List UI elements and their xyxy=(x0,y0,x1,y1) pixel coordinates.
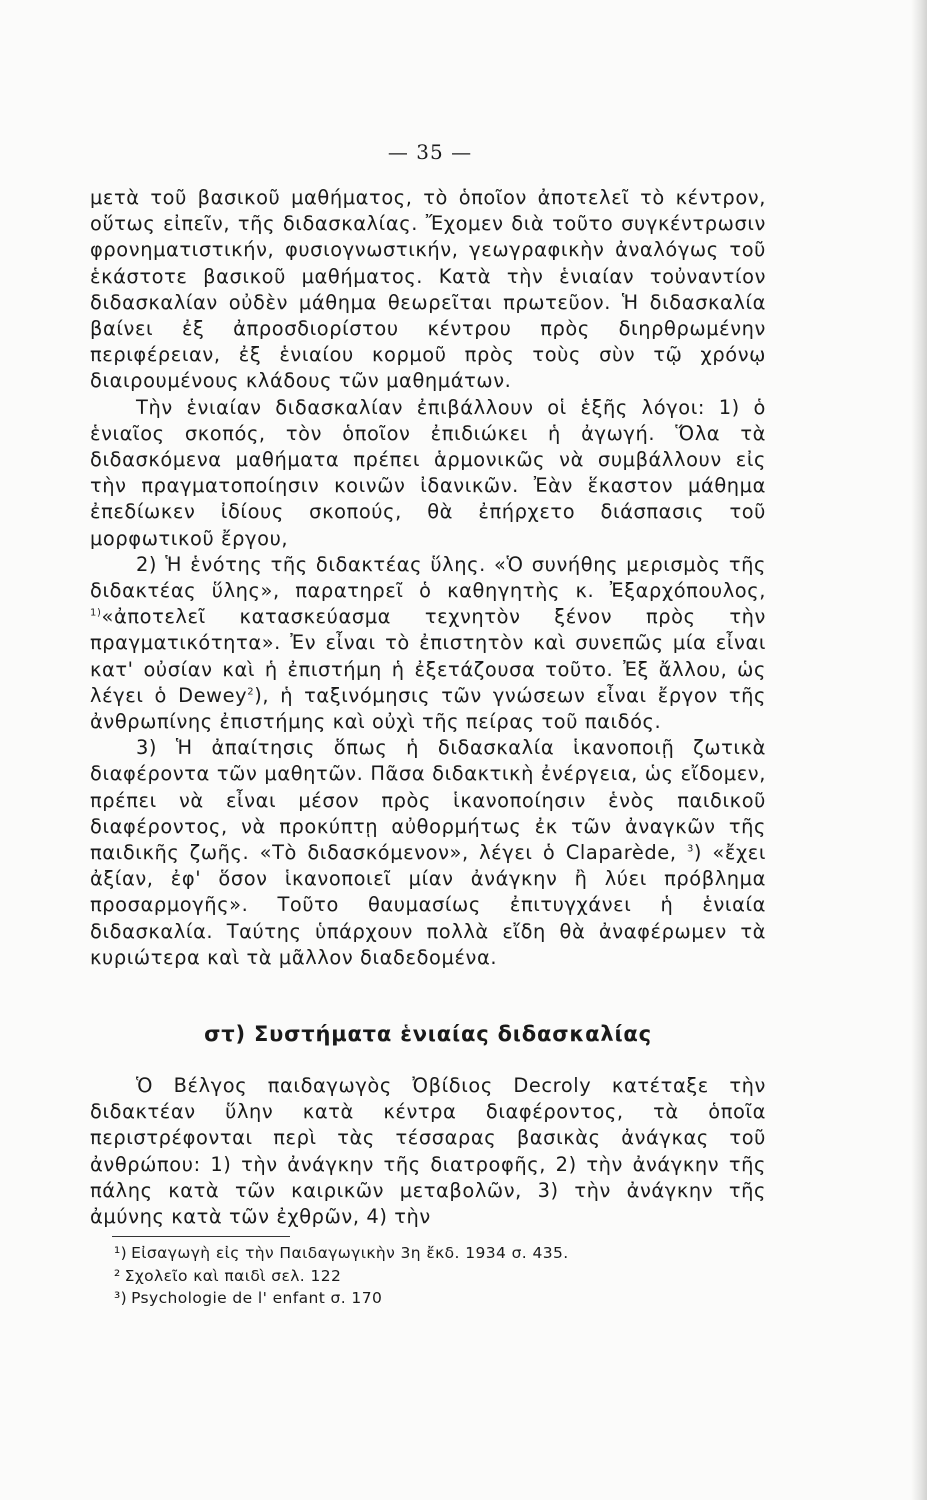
footnote-1-marker: ¹) xyxy=(114,1244,128,1262)
section-paragraph-1: Ὁ Βέλγος παιδαγωγὸς Ὀβίδιος Decroly κατέταξε τὴν διδακτέαν ὕλην κατὰ κέντρα διαφέροντος, τὰ ὁποῖα περιστρέφονται περὶ τὰς τέσσαρας βασικὰς ἀνάγκας τοῦ ἀνθρώπου: 1) τὴν ἀνάγκην τῆς διατροφῆς, 2) τὴν ἀνάγκην τῆς πάλης κατὰ τῶν καιρικῶν μεταβολῶν, 3) τὴν ἀνάγκην τῆς ἀμύνης κατὰ τῶν ἐχθρῶν, 4) τὴν xyxy=(90,1074,766,1229)
paragraph-3 xyxy=(90,552,766,735)
page-binding-edge xyxy=(911,0,927,1500)
footnote-1-text: Εἰσαγωγὴ εἰς τὴν Παιδαγωγικὴν 3η ἔκδ. 1934 σ. 435. xyxy=(131,1244,569,1262)
section-heading: στ) Συστήματα ἑνιαίας διδασκαλίας xyxy=(204,1022,652,1046)
paragraph-4 xyxy=(90,735,766,971)
main-text-block xyxy=(90,185,766,971)
paragraph-1: μετὰ τοῦ βασικοῦ μαθήματος, τὸ ὁποῖον ἀποτελεῖ τὸ κέντρον, οὕτως εἰπεῖν, τῆς διδασκαλίας. Ἔχομεν διὰ τοῦτο συγκέντρωσιν φρονηματιστικήν, φυσιογνωστικήν, γεωγραφικὴν ἀναλόγως τοῦ ἑκάστοτε βασικοῦ μαθήματος. Κατὰ τὴν ἑνιαίαν τοὐναντίον διδασκαλίαν οὐδὲν μάθημα θεωρεῖται πρωτεῦον. Ἡ διδασκαλία βαίνει ἐξ ἀπροσδιορίστου κέντρου πρὸς διηρθρωμένην περιφέρειαν, ἐξ ἑνιαίου κορμοῦ πρὸς τοὺς σὺν τῷ χρόνῳ διαιρουμένους κλάδους τῶν μαθημάτων. xyxy=(90,186,766,393)
paragraph-4-text-b: ) «ἔχει ἀξίαν, ἐφ' ὅσον ἱκανοποιεῖ μίαν ἀνάγκην ἢ λύει πρόβλημα προσαρμογῆς». Τοῦτο θαυμασίως ἐπιτυγχάνει ἡ ἑνιαία διδασκαλία. Ταύτης ὑπάρχουν πολλὰ εἴδη θὰ ἀναφέρωμεν τὰ κυριώτερα καὶ τὰ μᾶλλον διαδεδομένα. xyxy=(90,841,766,969)
footnote-divider xyxy=(112,1236,290,1237)
footnote-2 xyxy=(114,1265,754,1288)
footnote-3-marker: ³) xyxy=(114,1289,128,1307)
paragraph-2: Τὴν ἑνιαίαν διδασκαλίαν ἐπιβάλλουν οἱ ἑξῆς λόγοι: 1) ὁ ἑνιαῖος σκοπός, τὸν ὁποῖον ἐπιδιώκει ἡ ἀγωγή. Ὅλα τὰ διδασκόμενα μαθήματα πρέπει ἁρμονικῶς νὰ συμβάλλουν εἰς τὴν πραγματοποίησιν κοινῶν ἰδανικῶν. Ἐὰν ἕκαστον μάθημα ἐπεδίωκεν ἰδίους σκοπούς, θὰ ἐπήρχετο διάσπασις τοῦ μορφωτικοῦ ἔργου, xyxy=(90,395,766,550)
paragraph-3-text-b: «ἀποτελεῖ κατασκεύασμα τεχνητὸν ξένον πρὸς τὴν πραγματικότητα». Ἐν εἶναι τὸ ἐπιστητὸν καὶ συνεπῶς μία εἶναι κατ' οὐσίαν καὶ ἡ ἐπιστήμη ἡ ἐξετάζουσα τοῦτο. Ἐξ ἄλλου, ὡς λέγει ὁ Dewey xyxy=(90,605,766,707)
paragraph-3-text-a: 2) Ἡ ἑνότης τῆς διδακτέας ὕλης. «Ὁ συνήθης μερισμὸς τῆς διδακτέας ὕλης», παρατηρεῖ ὁ καθηγητὴς κ. Ἐξαρχόπουλος, xyxy=(90,552,766,603)
footnote-ref-2: 2 xyxy=(247,686,255,698)
section-text-block xyxy=(90,1073,766,1230)
paragraph-4-text-a: 3) Ἡ ἀπαίτησις ὅπως ἡ διδασκαλία ἱκανοποιῇ ζωτικὰ διαφέροντα τῶν μαθητῶν. Πᾶσα διδακτικὴ ἐνέργεια, ὡς εἴδομεν, πρέπει νὰ εἶναι μέσον πρὸς ἱκανοποίησιν ἑνὸς παιδικοῦ διαφέροντος, νὰ προκύπτῃ αὐθορμήτως ἐκ τῶν ἀναγκῶν τῆς παιδικῆς ζωῆς. «Τὸ διδασκόμενον», λέγει ὁ Claparède, xyxy=(90,736,766,865)
footnote-ref-1: 1) xyxy=(90,607,102,619)
footnote-2-text: Σχολεῖο καὶ παιδὶ σελ. 122 xyxy=(124,1266,342,1285)
footnote-3-text: Psychologie de l' enfant σ. 170 xyxy=(131,1289,383,1307)
footnote-2-marker: ² xyxy=(114,1266,121,1285)
paragraph-3-text-c: ), ἡ ταξινόμησις τῶν γνώσεων εἶναι ἔργον τῆς ἀνθρωπίνης ἐπιστήμης καὶ οὐχὶ τῆς πείρας τοῦ παιδός. xyxy=(90,683,766,734)
footnotes xyxy=(114,1242,754,1310)
footnote-1 xyxy=(114,1242,754,1265)
page-number: — 35 — xyxy=(387,140,473,164)
footnote-3 xyxy=(114,1287,754,1310)
footnote-ref-3: 3 xyxy=(686,843,694,855)
